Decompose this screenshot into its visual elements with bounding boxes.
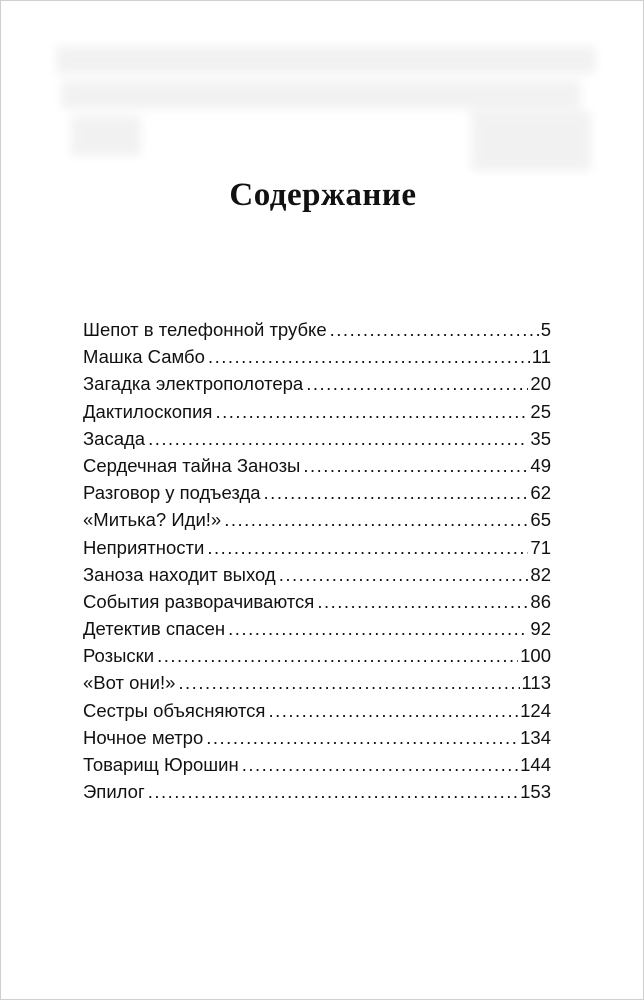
- toc-entry[interactable]: [83, 428, 551, 455]
- toc-entry-title: Розыски: [83, 645, 155, 667]
- toc-entry-title: Товарищ Юрошин: [83, 754, 239, 775]
- toc-entry-title: Шепот в телефонной трубке: [83, 319, 327, 340]
- toc-entry-page: 134: [520, 726, 551, 748]
- toc-entry-page: 100: [520, 645, 551, 667]
- toc-entry[interactable]: [83, 781, 551, 808]
- dot-leader: [264, 482, 529, 504]
- toc-entry[interactable]: [83, 700, 551, 727]
- toc-entry-page: 86: [530, 590, 551, 612]
- toc-entry[interactable]: [83, 645, 551, 672]
- toc-entry[interactable]: [83, 455, 551, 482]
- toc-entry[interactable]: [83, 754, 551, 781]
- dot-leader: [268, 700, 518, 722]
- toc-entry[interactable]: [83, 509, 551, 536]
- dot-leader: [306, 373, 528, 395]
- toc-entry-title: Эпилог: [83, 781, 145, 803]
- toc-entry[interactable]: [83, 346, 551, 373]
- toc-entry-page: 35: [530, 427, 551, 449]
- toc-entry-title: Дактилоскопия: [83, 400, 213, 422]
- toc-entry-title: События разворачиваются: [83, 590, 315, 612]
- toc-entry-title: Сердечная тайна Занозы: [83, 454, 301, 476]
- toc-entry-title: Детектив спасен: [83, 618, 226, 640]
- toc-entry-title: Засада: [83, 427, 146, 449]
- toc-entry[interactable]: [83, 591, 551, 618]
- dot-leader: [317, 591, 528, 613]
- dot-leader: [178, 672, 519, 694]
- dot-leader: [224, 509, 528, 531]
- toc-entry[interactable]: [83, 672, 551, 699]
- toc-entry-title: «Митька? Иди!»: [83, 509, 222, 531]
- toc-entry-page: 113: [521, 672, 551, 694]
- toc-entry-title: «Вот они!»: [83, 672, 176, 694]
- toc-entry-page: 82: [530, 563, 551, 585]
- toc-entry-page: 153: [520, 781, 551, 803]
- dot-leader: [157, 645, 518, 667]
- toc-entry-title: Заноза находит выход: [83, 563, 276, 585]
- dot-leader: [207, 537, 528, 559]
- dot-leader: [206, 727, 518, 749]
- toc-entry-page: 5: [540, 319, 551, 340]
- toc-entry-title: Ночное метро: [83, 726, 204, 748]
- dot-leader: [330, 319, 539, 341]
- dot-leader: [215, 401, 528, 423]
- toc-entry[interactable]: [83, 482, 551, 509]
- dot-leader: [148, 428, 528, 450]
- toc-entry-page: 65: [530, 509, 551, 531]
- toc-entry-page: 11: [531, 346, 551, 368]
- toc-entry[interactable]: [83, 564, 551, 591]
- toc-entry-title: Разговор у подъезда: [83, 482, 261, 504]
- toc-entry-page: 20: [530, 373, 551, 395]
- dot-leader: [228, 618, 528, 640]
- toc-entry-page: 71: [530, 536, 551, 558]
- toc-entry-page: 124: [520, 699, 551, 721]
- toc-entry[interactable]: [83, 537, 551, 564]
- toc-entry-page: 25: [530, 400, 551, 422]
- toc-entry[interactable]: [83, 319, 551, 346]
- toc-entry[interactable]: [83, 727, 551, 754]
- dot-leader: [279, 564, 529, 586]
- page-title: Содержание: [229, 177, 417, 213]
- toc-entry-title: Машка Самбо: [83, 346, 205, 368]
- bleed-through-background: [1, 1, 644, 201]
- dot-leader: [242, 754, 518, 776]
- dot-leader: [303, 455, 528, 477]
- toc-entry-title: Загадка электрополотера: [83, 373, 304, 395]
- toc-entry-page: 62: [530, 482, 551, 504]
- table-of-contents: [83, 319, 551, 808]
- toc-entry-page: 49: [530, 454, 551, 476]
- dot-leader: [148, 781, 518, 803]
- toc-entry[interactable]: [83, 373, 551, 400]
- toc-entry-title: Сестры объясняются: [83, 699, 266, 721]
- toc-entry-title: Неприятности: [83, 536, 205, 558]
- toc-entry[interactable]: [83, 618, 551, 645]
- dot-leader: [208, 346, 530, 368]
- toc-entry[interactable]: [83, 401, 551, 428]
- toc-entry-page: 92: [530, 618, 551, 640]
- toc-entry-page: 144: [520, 754, 551, 775]
